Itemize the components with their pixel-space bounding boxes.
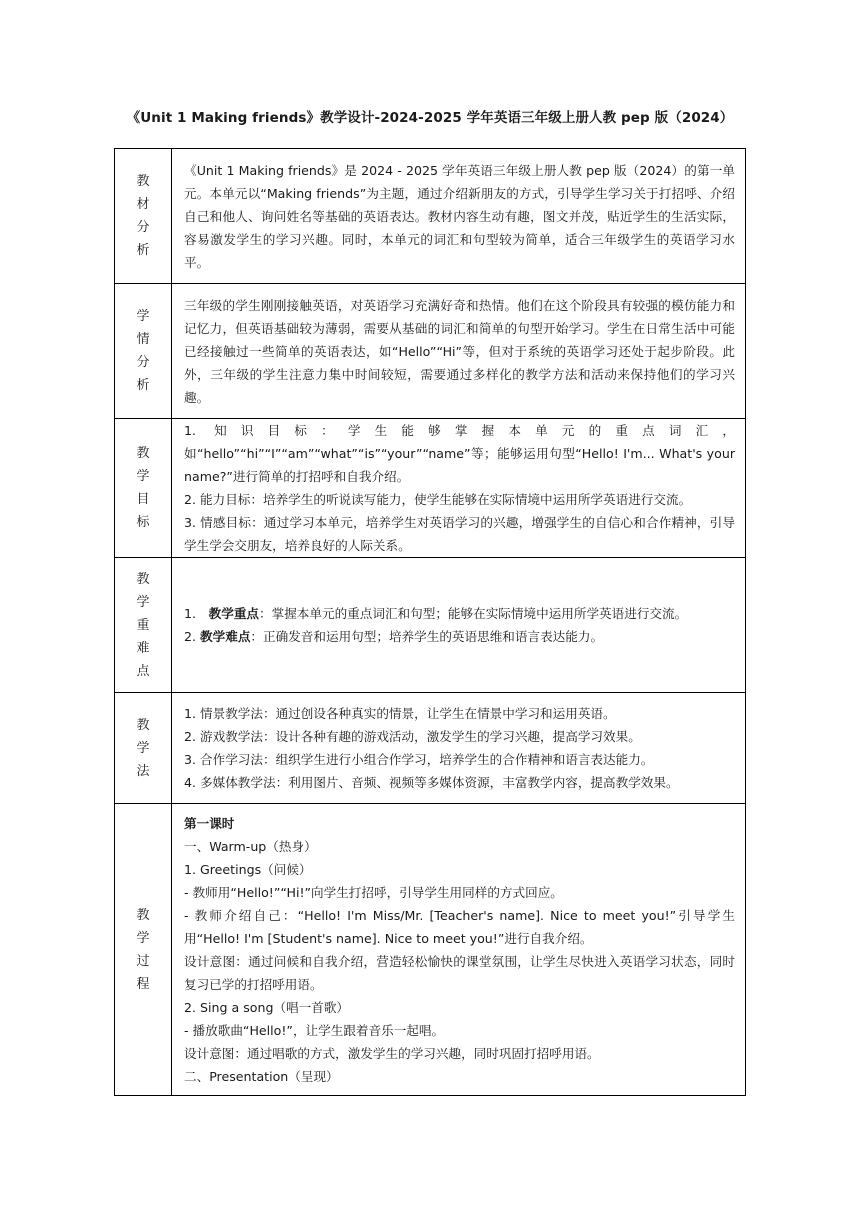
- label-char: 过: [136, 953, 150, 969]
- label-char: 教: [136, 571, 150, 587]
- label-char: 学: [136, 469, 150, 484]
- label-char: 法: [136, 763, 150, 779]
- item-prefix: 1.: [184, 606, 209, 621]
- content-key-points: [172, 558, 746, 693]
- content-teaching-methods: [172, 693, 746, 804]
- label-char: 析: [136, 243, 150, 258]
- document-title: 《Unit 1 Making friends》教学设计-2024-2025 学年英语三年级上册人教 pep 版（2024）: [126, 110, 734, 126]
- process-line: 二、Presentation（呈现）: [184, 1068, 339, 1084]
- label-char: 教: [136, 174, 150, 189]
- label-char: 程: [136, 976, 150, 992]
- label-char: 学: [136, 740, 150, 756]
- label-char: 学: [136, 594, 150, 610]
- process-line: 2. Sing a song（唱一首歌）: [184, 999, 350, 1015]
- lesson-heading: 第一课时: [184, 815, 235, 831]
- content-student-analysis: [172, 284, 746, 419]
- label-char: 重: [136, 617, 150, 633]
- label-char: 标: [136, 515, 150, 530]
- process-line: 一、Warm-up（热身）: [184, 838, 317, 854]
- method-item: 4. 多媒体教学法：利用图片、音频、视频等多媒体资源，丰富教学内容，提高教学效果。: [184, 775, 679, 790]
- objective-item: 2. 能力目标：培养学生的听说读写能力，使学生能够在实际情境中运用所学英语进行交流。: [184, 492, 692, 507]
- objective-item: 1. 知识目标：学生能够掌握本单元的重点词汇，如“hello”“hi”“I”“am”“what”“is”“your”“name”等；能够运用句型“Hello! I'm... What's your name?”进行简单的打招呼和自我介绍。: [184, 423, 735, 484]
- label-char: 目: [136, 492, 150, 507]
- label-char: 析: [136, 378, 150, 393]
- label-char: 学: [136, 930, 150, 946]
- label-char: 点: [136, 663, 150, 679]
- paragraph: 《Unit 1 Making friends》是 2024 - 2025 学年英语三年级上册人教 pep 版（2024）的第一单元。本单元以“Making friends”为主题，通过介绍新朋友的方式，引导学生学习关于打招呼、介绍自己和他人、询问姓名等基础的英语表达。教材内容生动有趣，图文并茂，贴近学生的生活实际，容易激发学生的学习兴趣。同时，本单元的词汇和句型较为简单，适合三年级学生的英语学习水平。: [184, 162, 735, 270]
- objective-item: 3. 情感目标：通过学习本单元，培养学生对英语学习的兴趣，增强学生的自信心和合作精神，引导学生学会交朋友，培养良好的人际关系。: [184, 515, 735, 553]
- content-textbook-analysis: [172, 149, 746, 284]
- item-text: ：掌握本单元的重点词汇和句型；能够在实际情境中运用所学英语进行交流。: [259, 606, 688, 621]
- label-key-points: [115, 558, 172, 693]
- paragraph: 三年级的学生刚刚接触英语，对英语学习充满好奇和热情。他们在这个阶段具有较强的模仿能力和记忆力，但英语基础较为薄弱，需要从基础的词汇和简单的句型开始学习。学生在日常生活中可能已经接触过一些简单的英语表达，如“Hello”“Hi”等，但对于系统的英语学习还处于起步阶段。此外，三年级的学生注意力集中时间较短，需要通过多样化的教学方法和活动来保持他们的学习兴趣。: [184, 297, 735, 405]
- row-student-analysis: [115, 284, 746, 419]
- row-textbook-analysis: [115, 149, 746, 284]
- process-line: - 教师介绍自己：“Hello! I'm Miss/Mr. [Teacher's name]. Nice to meet you!”引导学生用“Hello! I'm [Student's name]. Nice to meet you!”进行自我介绍。: [184, 907, 735, 946]
- process-line: - 教师用“Hello!”“Hi!”向学生打招呼，引导学生用同样的方式回应。: [184, 884, 563, 900]
- label-char: 教: [136, 446, 150, 461]
- lesson-plan-table: [114, 148, 746, 1096]
- label-char: 情: [136, 332, 150, 347]
- row-teaching-methods: [115, 693, 746, 804]
- method-item: 1. 情景教学法：通过创设各种真实的情景，让学生在情景中学习和运用英语。: [184, 706, 616, 721]
- method-item: 3. 合作学习法：组织学生进行小组合作学习，培养学生的合作精神和语言表达能力。: [184, 752, 654, 767]
- process-line: - 播放歌曲“Hello!”，让学生跟着音乐一起唱。: [184, 1022, 445, 1038]
- label-teaching-methods: [115, 693, 172, 804]
- label-textbook-analysis: [115, 149, 172, 284]
- item-prefix: 2.: [184, 629, 201, 644]
- content-teaching-objectives: [172, 419, 746, 558]
- row-teaching-objectives: [115, 419, 746, 558]
- content-teaching-process: [172, 804, 746, 1096]
- method-item: 2. 游戏教学法：设计各种有趣的游戏活动，激发学生的学习兴趣，提高学习效果。: [184, 729, 641, 744]
- item-heading: 教学重点: [208, 606, 259, 621]
- label-char: 学: [136, 309, 150, 324]
- label-student-analysis: [115, 284, 172, 419]
- row-teaching-process: [115, 804, 746, 1096]
- label-char: 分: [136, 355, 150, 370]
- label-char: 难: [136, 640, 150, 656]
- process-line: 设计意图：通过问候和自我介绍，营造轻松愉快的课堂氛围，让学生尽快进入英语学习状态，同时复习已学的打招呼用语。: [184, 953, 735, 992]
- item-heading: 教学难点: [200, 629, 251, 644]
- process-line: 设计意图：通过唱歌的方式，激发学生的学习兴趣，同时巩固打招呼用语。: [184, 1045, 600, 1061]
- label-teaching-process: [115, 804, 172, 1096]
- label-teaching-objectives: [115, 419, 172, 558]
- difficulty-item: [184, 625, 735, 648]
- label-char: 材: [136, 197, 150, 212]
- row-key-points: [115, 558, 746, 693]
- label-char: 分: [136, 220, 150, 235]
- label-char: 教: [136, 717, 150, 733]
- process-line: 1. Greetings（问候）: [184, 861, 312, 877]
- key-point-item: [184, 602, 735, 625]
- item-text: ：正确发音和运用句型；培养学生的英语思维和语言表达能力。: [250, 629, 604, 644]
- label-char: 教: [136, 907, 150, 923]
